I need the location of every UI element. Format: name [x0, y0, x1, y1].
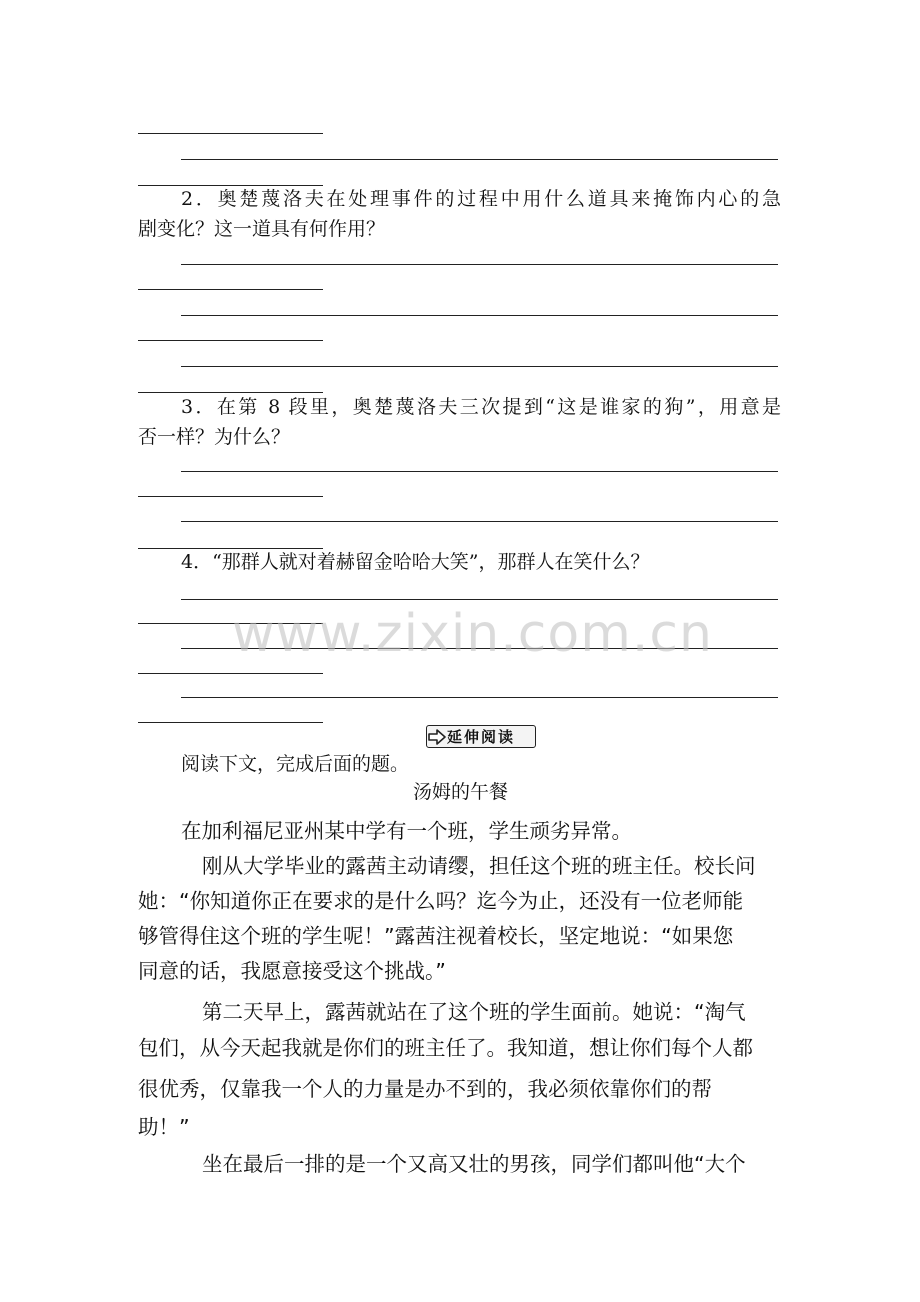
story-line: 同意的话，我愿意接受这个挑战。” [138, 959, 446, 983]
story-line: 她：“你知道你正在要求的是什么吗？迄今为止，还没有一位老师能 [138, 889, 744, 913]
watermark: www.zixin.com.cn [232, 604, 713, 664]
question-2-line-1: 2．奥楚蔑洛夫在处理事件的过程中用什么道具来掩饰内心的急 [181, 188, 781, 210]
answer-line [138, 673, 323, 674]
story-line: 很优秀，仅靠我一个人的力量是办不到的，我必须依靠你们的帮 [138, 1077, 712, 1101]
reading-instruction: 阅读下文，完成后面的题。 [181, 753, 410, 775]
answer-line [181, 471, 778, 472]
section-banner-label: 延伸阅读 [447, 728, 516, 746]
arrow-right-icon [427, 727, 447, 747]
answer-line [181, 366, 778, 367]
answer-line [181, 264, 778, 265]
answer-line [138, 133, 323, 134]
answer-line [138, 496, 323, 497]
answer-line [138, 340, 323, 341]
answer-line [181, 521, 778, 522]
section-banner [426, 725, 536, 748]
story-title: 汤姆的午餐 [412, 781, 508, 803]
answer-line [138, 289, 323, 290]
story-line: 坐在最后一排的是一个又高又壮的男孩，同学们都叫他“大个 [202, 1152, 746, 1176]
question-2-line-2: 剧变化？这一道具有何作用？ [138, 218, 386, 240]
answer-line [181, 599, 778, 600]
story-line: 刚从大学毕业的露茜主动请缨，担任这个班的班主任。校长问 [202, 854, 756, 878]
story-line: 够管得住这个班的学生呢！”露茜注视着校长，坚定地说：“如果您 [138, 924, 734, 948]
answer-line [181, 159, 778, 160]
answer-line [138, 722, 323, 723]
answer-line [181, 697, 778, 698]
question-4-line-1: 4．“那群人就对着赫留金哈哈大笑”，那群人在笑什么？ [181, 551, 650, 573]
question-3-line-2: 否一样？为什么？ [138, 426, 291, 448]
story-line: 包们，从今天起我就是你们的班主任了。我知道，想让你们每个人都 [138, 1036, 753, 1060]
question-3-line-1: 3．在第 8 段里，奥楚蔑洛夫三次提到“这是谁家的狗”，用意是 [181, 396, 781, 418]
answer-line [181, 315, 778, 316]
story-line: 在加利福尼亚州某中学有一个班，学生顽劣异常。 [181, 819, 632, 843]
story-line: 第二天早上，露茜就站在了这个班的学生面前。她说：“淘气 [202, 1000, 746, 1024]
story-line: 助！” [138, 1115, 190, 1139]
